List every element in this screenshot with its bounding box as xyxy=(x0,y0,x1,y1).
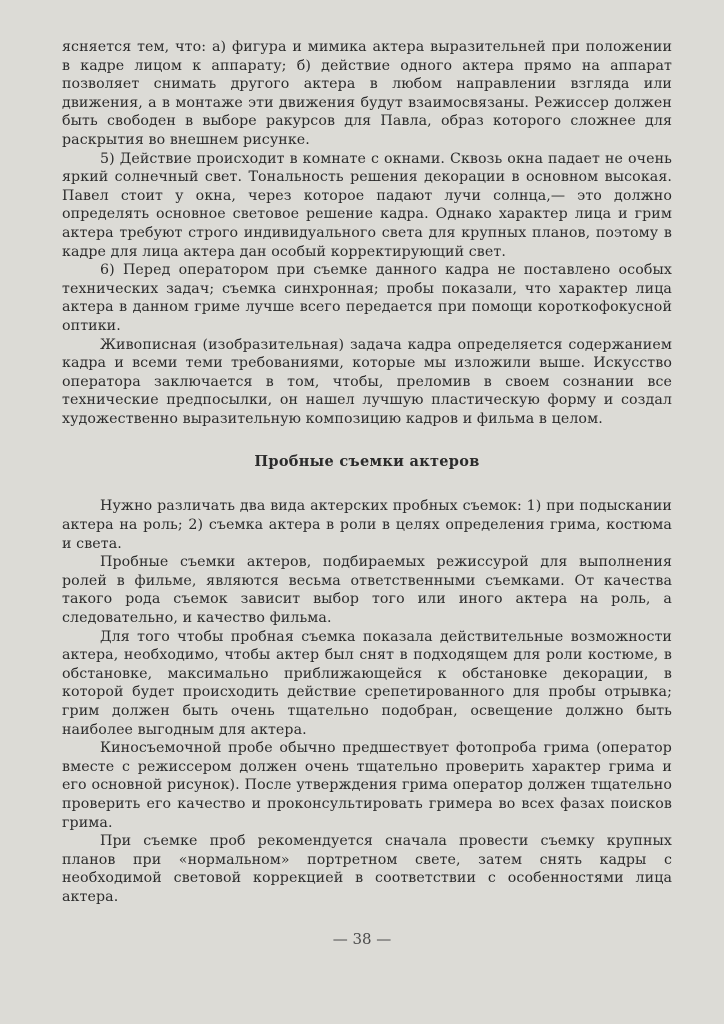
paragraph-photo-test: Киносъемочной пробе обычно предшествует фотопроба грима (оператор вместе с режиссером должен очень тщательно проверить характер грима и его основной рисунок). После утверждения грима оператор должен тщательно проверить его качество и проконсультировать гримера во всех фазах поисков грима. xyxy=(62,740,672,831)
page-number: — 38 — xyxy=(332,930,392,948)
paragraph-requirements: Для того чтобы пробная съемка показала действительные возможности актера, необходимо, чтобы актер был снят в подходящем для роли костюме, в обстановке, максимально приближающейся к обстановке декорации, в которой будет происходить действие срепетированного для пробы отрывка; грим должен быть очень тщательно подобран, освещение должно быть наиболее выгодным для актера. xyxy=(62,628,672,738)
paragraph-closeups: При съемке проб рекомендуется сначала провести съемку крупных планов при «нормальном» портретном свете, затем снять кадры с необходимой световой коррекцией в соответствии с особенностями лица актера. xyxy=(62,833,672,905)
paragraph-responsibility: Пробные съемки актеров, подбираемых режиссурой для выполнения ролей в фильме, являются весьма ответственными съемками. От качества такого рода съемок зависит выбор того или иного актера на роль, а следовательно, и качество фильма. xyxy=(62,554,672,627)
paragraph-point-5: 5) Действие происходит в комнате с окнами. Сквозь окна падает не очень яркий солнечный свет. Тональность решения декорации в основном высокая. Павел стоит у окна, через которое падают лучи солнца,— это должно определять основное световое решение кадра. Однако характер лица и грим актера требуют строго индивидуального света для крупных планов, поэтому в кадре для лица актера дан особый корректирующий свет. xyxy=(62,150,672,260)
paragraph-point-6: 6) Перед оператором при съемке данного кадра не поставлено особых технических задач; съемка синхронная; пробы показали, что характер лица актера в данном гриме лучше всего передается при помощи короткофокусной оптики. xyxy=(62,262,672,334)
paragraph-continuation: ясняется тем, что: а) фигура и мимика актера выразительней при положении в кадре лицом к аппарату; б) действие одного актера прямо на аппарат позволяет снимать другого актера в любом направлении взгляда или движения, а в монтаже эти движения будут взаимосвязаны. Режиссер должен быть свободен в выборе ракурсов для Павла, образ которого сложнее для раскрытия во внешнем рисунке. xyxy=(62,39,672,148)
paragraph-two-kinds: Нужно различать два вида актерских пробных съемок: 1) при подыскании актера на роль; 2) съемка актера в роли в целях определения грима, костюма и света. xyxy=(62,498,672,552)
paragraph-pictorial-task: Живописная (изобразительная) задача кадра определяется содержанием кадра и всеми теми требованиями, которые мы изложили выше. Искусство оператора заключается в том, чтобы, преломив в своем сознании все технические предпосылки, он нашел лучшую пластическую форму и создал художественно выразительную композицию кадров и фильма в целом. xyxy=(62,336,672,427)
section-heading: Пробные съемки актеров xyxy=(254,453,480,471)
